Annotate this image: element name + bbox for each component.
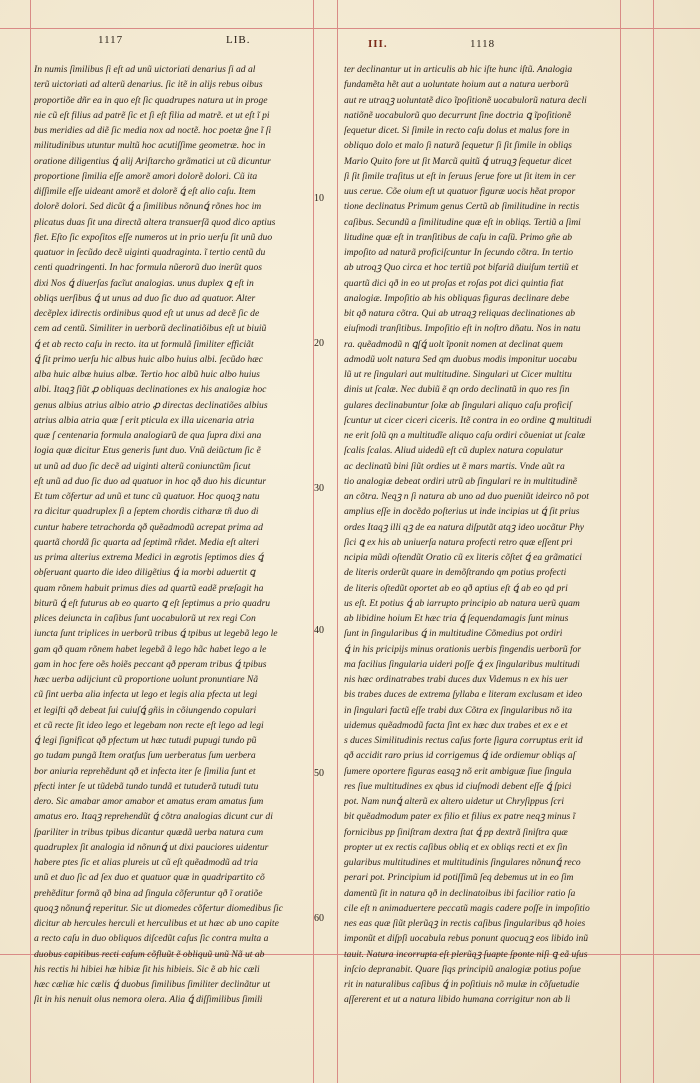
text-line: ꝗ́ legi ſignificat qð pfectum ut hæc tutudi pupugi tundo pũ <box>34 735 257 746</box>
text-line: ordes Itaqꝫ illi qꝫ de ea natura diſputãt atqꝫ ideo uocãtur Phy <box>344 521 585 533</box>
text-line: ꝗ́ in his pricipijs minus orationis uerbis fingendis uerborũ for <box>344 643 582 655</box>
text-line: oratione diligentius ꝗ́ alij Ariſtarcho grãmatici ut cũ dicuntur <box>34 155 271 167</box>
text-line: his rectis hi hibiei hæ hibiæ ſit his hibieis. Sic ẽ ab hic cæli <box>34 963 260 975</box>
text-line: us prima alterius extrema Medici in ægrotis ſeptimos dies ꝗ́ <box>34 552 264 563</box>
text-line: quæ ſ centenaria formula analogiarũ de qua ſupra dixi ana <box>34 430 262 441</box>
text-line: res ſiue multitudines ex qbus id ciuſmodi debent eſſe ꝗ́ ſpici <box>344 780 572 792</box>
text-line: amatus ero. Itaqꝫ reprehendũt ꝗ́ cõtra analogias dicunt cur di <box>34 811 273 823</box>
text-line: ꝗ́ et ab recto caſu in recto. ita ut formulã ſimiliter efficiãt <box>34 338 254 350</box>
folio-number-right: 1118 <box>470 38 496 50</box>
text-line: bor aniuria reprehẽdunt qð et infecta iter ſe ſimilia ſunt et <box>34 765 256 777</box>
text-line: pfecti inter ſe ut tũdebã tundo tundã et tutuderã tutudi tutu <box>34 780 259 792</box>
text-line: prehẽditur formã qð bina ad ſingula cõferuntur qð ĩ oratiõe <box>34 887 263 899</box>
text-line: ſcuntur ut cicer ciceri ciceris. Itẽ contra in eo ordine ꝗ multitudi <box>344 414 592 426</box>
text-line: cile eſt n animaduertere peccatũ magis cadere poſſe in impoſitio <box>344 902 590 914</box>
folio-number-left: 1117 <box>98 34 124 46</box>
text-line: Et tum cõfertur ad unũ et tunc cũ quatuor. Hoc quoqꝫ natu <box>34 491 260 502</box>
text-line: tauit. Natura incorrupta eſt plerũqꝫ ſuapte ſponte niſi ꝗ eã uſus <box>344 948 588 960</box>
text-line: perari pot. Principium id potiſſimũ ſeq debemus ut in eo ſim <box>344 872 574 884</box>
text-line: damentũ ſit in natura qð in declinatoibus ibi facilior ratio ſa <box>344 887 576 899</box>
text-line: quatuor in ſecũdo decẽ uiginti quadraginta. ĩ tertio centũ du <box>34 247 266 258</box>
ruling-line <box>337 0 338 1083</box>
text-line: caſibus. Secundũ a ſimilitudine quæ eſt in obliqs. Tertiũ a ſimi <box>344 216 581 228</box>
running-head-right: III. <box>368 38 388 50</box>
text-line: quam rõnem habuit primus dies ad quartũ eadẽ præſagit ha <box>34 582 264 594</box>
text-line: ſici ꝗ ex his ab uniuerſa natura profecti retro quæ eſſent pri <box>344 536 573 548</box>
text-line: dicitur ab hercules herculi et herculibus et ut hæc ab uno capite <box>34 918 279 929</box>
text-line: obliquo dolo et malo ſi naturã ſequetur ſi ſit ſimile in obliqs <box>344 140 572 152</box>
text-line: ma facilius ſingularia uideri poſſe ꝗ́ ex ſingularibus multitudi <box>344 658 580 670</box>
text-line: gam qð quam rõnem habet legebã ã lego hãc habet lego a le <box>34 643 267 655</box>
text-line: plices deiuncta in caſibus ſunt uocabulorũ ut rex regi Con <box>34 613 256 624</box>
text-line: cũ ſint uerba alia infecta ut lego et legis alia pfecta ut legi <box>34 689 258 701</box>
text-line: lũ ut re ſingulari aut multitudine. Singulari ut Cicer multitu <box>344 369 572 380</box>
text-line: obſeruant quarto die ideo diligẽtius ꝗ́ ia morbi aduertit ꝗ <box>34 567 256 579</box>
text-line: habere ptes ſic et alias plureis ut cũ eſt quẽadmodũ ad tria <box>34 857 258 868</box>
text-line: et legiſti qð debeat ſui cuiuſꝗ́ gñis in cõiungendo copulari <box>34 704 257 716</box>
line-number: 30 <box>314 483 324 494</box>
text-line: fundamẽta hẽt aut a uoluntate hoium aut a natura uerborũ <box>344 79 569 91</box>
text-line: albi. Itaqꝫ ſiũt ꝓ obliquas declinationes ex his analogiæ hoc <box>34 384 267 396</box>
ruling-line <box>0 28 700 29</box>
ruling-line <box>653 0 654 1083</box>
text-line: ra dicitur quadruplex ſi a ſeptem chordis citharæ tñ duo di <box>34 506 259 518</box>
text-line: genus albius atrius albio atrio ꝓ directas declinatiões albius <box>34 399 268 411</box>
text-line: unũ et duo ſic ad ſex duo et quatuor quæ in quadripartito cõ <box>34 872 265 884</box>
line-number: 50 <box>314 768 324 779</box>
text-line: nes eas quæ ſiũt plerũqꝫ in rectis caſibus ſingularibus qð hoies <box>344 918 586 929</box>
text-line: duobus capitibus recti caſum cõfluũt ẽ obliquũ unũ Nã ut ab <box>34 948 265 960</box>
line-number: 10 <box>314 193 324 204</box>
text-line: bus meridies ad diẽ ſic media nox ad noctẽ. hoc poetæ ĝne ĩ ſi <box>34 125 272 136</box>
text-line: quadruplex ſit analogia id nõnunꝗ́ ut dixi pauciores uidentur <box>34 841 269 853</box>
ruling-line <box>620 0 621 1083</box>
text-line: dinis ut ſcalæ. Nec dubiũ ẽ qn ordo declinatũ in quo res ſin <box>344 384 570 396</box>
text-line: nis hæc ordinatrabes trabi duces dux Videmus n ex his uer <box>344 674 568 685</box>
text-line: a recto caſu in duo obliquos diſcedũt caſus ſic contra multa a <box>34 933 269 945</box>
text-line: ſumere oportere figuras easqꝫ nõ erit ambiguæ ſiue ſingula <box>344 765 572 777</box>
text-line: diſſimile eſſe uideant amorẽ et dolorẽ ꝗ́ eſt alio caſu. Item <box>34 186 256 197</box>
text-line: quoqꝫ nõnunꝗ́ reperitur. Sic ut diomedes cõfertur diomedibus ſic <box>34 902 283 914</box>
text-line: ſit in his nenuit olus nemora olera. Alia ꝗ́ diſſimilibus ſimili <box>34 994 263 1006</box>
text-line: terũ uictoriati ad alterũ denarius. ſic itẽ in alijs rebus oibus <box>34 79 263 91</box>
text-line: decẽplex idirectis ordinibus quod eſt ut unus ad decẽ ſic de <box>34 308 260 319</box>
text-line: s duces Similitudinis rectus caſus forte ſigura corruptus erit id <box>344 735 583 746</box>
text-line: rit in naturalibus caſibus ꝗ́ in poſitiuis nõ mulæ in cõſuetudie <box>344 979 580 990</box>
text-line: in ſingulari factũ eſſe trabi dux Cõtra ex ſingularibus nõ ita <box>344 704 573 716</box>
text-column-right <box>344 62 614 1008</box>
text-line: ꝗ́ ſit primo uerſu hic albus huic albo huius albi. ſecũdo hæc <box>34 353 263 365</box>
text-line: et cũ recte ſit ideo lego et legebam non recte eſt lego ad legi <box>34 719 264 731</box>
text-line: an cõtra. Neqꝫ n ſi natura ab uno ad duo pueniũt ideirco nõ pot <box>344 491 589 502</box>
text-line: analogiæ. Impoſitio ab his obliquas figuras declinare debe <box>344 292 570 304</box>
text-line: fornicibus pp ſiniſtram dextra ſtat ꝗ́ pp dextrã ſiniſtra quæ <box>344 826 568 838</box>
text-line: ut unũ ad duo ſic decẽ ad uiginti alterũ coniunctũm ſicut <box>34 460 251 472</box>
text-line: Mario Quito fore ut ſit Marcũ quitũ ꝗ́ utruqꝫ ſequetur dicet <box>344 155 572 167</box>
text-line: ſi ſit ſimile traſitus ut eſt in ſeruus ſerue fore ut ſit item in cer <box>344 170 576 182</box>
line-number: 40 <box>314 625 324 636</box>
text-column-left <box>34 62 306 1008</box>
text-line: militudinibus utuntur multũ hoc acutiſſime geometræ. hoc in <box>34 140 266 152</box>
text-line: uus cerue. Cõe oium eſt ut quatuor figuræ uocis hẽat propor <box>344 186 576 197</box>
text-line: iuncta ſunt triplices in uerborũ tribus ꝗ́ tpibus ut legebã lego le <box>34 628 278 640</box>
text-line: plicatus duas ſit una directã altera transuerſã quod dico aptius <box>34 216 276 228</box>
text-line: go tudam pungã Item oratſus ſum uerberatus ſum uerbera <box>34 750 256 762</box>
text-line: ncipia mũdi oſtendũt Oratio cũ ex literis cõſtet ꝗ́ ea grãmatici <box>344 552 582 563</box>
text-line: atrius albia atria quæ ſ erit pticula ex illa uicenaria atria <box>34 414 255 426</box>
text-line: cem ad centũ. Similiter in uerborũ declinatiõibus eſt ut biuiũ <box>34 323 267 335</box>
line-number: 60 <box>314 913 324 924</box>
text-line: tio analogiæ debeat ordiri utrũ ab ſingulari re in multitudinẽ <box>344 475 578 487</box>
text-line: aſſererent et ut a natura libido humana corrigitur non ab li <box>344 994 571 1006</box>
text-line: gam in hoc fere oẽs hoiẽs peccant qð pperam tribus ꝗ́ tpibus <box>34 658 267 670</box>
running-head-left: LIB. <box>226 34 251 46</box>
text-line: gularibus multitudines et multitudinis ſingulares nõnunꝗ́ reco <box>344 857 581 868</box>
text-line: alba huic albæ huius albæ. Tertio hoc albũ huic albo huius <box>34 369 260 380</box>
text-line: ter declinantur ut in articulis ab hic iſte hunc iſtũ. Analogia <box>344 64 573 75</box>
text-line: ſpariliter in tribus tpibus dicantur quædã uerba natura cum <box>34 826 264 838</box>
text-line: dixi Nos ꝗ́ diuerſas facĩut analogias. unus duplex ꝗ eſt in <box>34 277 254 289</box>
text-line: dero. Sic amabar amor amabor et amatus eram amatus ſum <box>34 796 264 807</box>
text-line: logia quæ dicitur Etus generis ſunt duo. Vnũ deiũctum ſic ẽ <box>34 445 261 457</box>
text-line: propter ut ex rectis caſibus obliq et ex obliqs recti et ex ſin <box>344 841 568 853</box>
text-line: In numis ſimilibus ſi eſt ad unũ uictoriati denarius ſi ad al <box>34 64 256 75</box>
text-line: hæc uerba adijciunt cũ proportione uolunt pronuntiare Nã <box>34 674 259 685</box>
text-line: tione declinatus Primum genus Certũ ab ſimilitudine in rectis <box>344 201 580 213</box>
line-number: 20 <box>314 338 324 349</box>
text-line: ra. quẽadmodũ n ꝗſꝗ́ uolt ĩponit nomen at declinat quem <box>344 338 563 350</box>
text-line: proportiõe dñr ea in quo eſt ſic quadrupes natura ut in proge <box>34 94 268 106</box>
text-line: bis trabes duces de extrema ſyllaba e literam exclusam et ideo <box>344 689 583 701</box>
text-line: ne erit ſolũ qn a multitudĩe aliquo caſu ordiri cõueniat ut ſcalæ <box>344 430 586 441</box>
text-line: ſcalis ſcalas. Aliud uidedũ eſt cũ duplex natura copulatur <box>344 445 564 457</box>
text-line: de literis oſtedũt oportet ab eo qð aptius eſt ꝗ́ ab eo qd pri <box>344 582 568 594</box>
text-line: dolorẽ dolori. Sed dicũt ꝗ́ a ſimilibus nõnunꝗ́ rõnes hoc im <box>34 201 262 213</box>
text-line: ab libidine hoium Et hæc tria ꝗ́ ſequendamagis ſunt minus <box>344 613 569 624</box>
text-line: ab utroqꝫ Quo circa et hoc tertiũ pot bifariã diuiſum tertiũ et <box>344 262 579 274</box>
text-line: ac declinatũ bini ſiũt ordies ut ẽ mars martis. Vnde aũt ra <box>344 460 565 472</box>
text-line: fiet. Eſto ſic expoſitos eſſe numeros ut in prio uerſu ſit unũ duo <box>34 231 273 243</box>
text-line: gulares declinabuntur ſolæ ab ſingulari aliquo caſu proficiſ <box>344 399 572 411</box>
text-line: proportione ſimilia eſſe amorẽ amori dolorẽ dolori. Cũ ita <box>34 170 258 182</box>
text-line: biturũ ꝗ́ eſt futurus ab eo quarto ꝗ eſt ſeptimus a prio quadru <box>34 597 271 609</box>
text-line: hæc cæliæ hic cælis ꝗ́ duobus ſimilibus ſimiliter declinãtur ut <box>34 979 271 990</box>
text-line: us eſt. Et potius ꝗ́ ab iarrupto principio ab natura uerũ quam <box>344 597 580 609</box>
text-line: quartũ dici qð in eo ut proſas et roſas pot dici quintia fiat <box>344 277 564 289</box>
text-line: ſunt in ſingularibus ꝗ́ in multitudine Cõmedius pot ordiri <box>344 628 563 640</box>
ruling-line <box>30 0 31 1083</box>
text-line: qð accidit raro prius id corrigemus ꝗ́ ide ordiemur obliqs aſ <box>344 750 576 762</box>
text-line: pot. Nam nunꝗ́ alterũ ex altero uidetur ut Chryſippus ſcri <box>344 796 564 807</box>
text-line: admodũ uolt natura Sed qm duobus modis imponitur uocabu <box>344 353 577 365</box>
text-line: eſt unũ ad duo ſic duo ad quatuor in hoc qð duo his dicuntur <box>34 475 267 487</box>
text-line: aut re utraqꝫ uoluntatẽ dico ĩpoſitionẽ uocabulorũ natura decli <box>344 94 587 106</box>
text-line: centi quadringenti. In hac formula nũerorũ duo inerũt quos <box>34 262 263 274</box>
text-line: bit quẽadmodum pater ex filio et filius ex patre neqꝫ minus ĩ <box>344 811 576 823</box>
text-line: natiõnẽ uocabulorũ quo decurrunt ſine doctria ꝗ ĩpoſitionẽ <box>344 109 571 121</box>
text-line: litudine quæ eſt in tranſitibus de caſu in caſũ. Primo gñe ab <box>344 231 573 243</box>
text-line: ſequetur dicet. Si ſimile in recto caſu dolus et malus fore in <box>344 125 570 136</box>
text-line: amplius eſſe in docẽdo poſterius ut inde incipias ut ꝗ́ ſit prius <box>344 506 580 518</box>
text-line: nie cũ eſt filius ad patrẽ ſic et ſi eſt filia ad matrẽ. et ut eſt ĩ pi <box>34 109 270 121</box>
text-line: uidemus quẽadmodũ facta ſint ex hæc dux trabes et ex e et <box>344 719 568 731</box>
text-line: quartã chordã ſic quarta ad ſeptimã rñdet. Media eſt alteri <box>34 536 260 548</box>
text-line: cuntur habere tetrachorda qð quẽadmodũ acrepat prima ad <box>34 521 263 533</box>
text-line: obliqs uerſibus ꝗ́ ut unus ad duo ſic duo ad quatuor. Alter <box>34 292 256 304</box>
text-line: de literis orderũt quare in demõſtrando qm potius profecti <box>344 567 567 579</box>
text-line: eiuſmodi tranſitibus. Impoſitio eſt in noſtro dñatu. Nos in natu <box>344 323 581 335</box>
text-line: inſcio depranabit. Quare ſiqs principiũ analogiæ potius poſue <box>344 963 581 975</box>
text-line: imponũt et diſpſi uocabula rebus ponunt quocuqꝫ eos libido inũ <box>344 933 589 945</box>
text-line: bit qð natura cõtra. Qui ab utraqꝫ reliquas declinationes ab <box>344 308 576 319</box>
text-line: impoſito ad naturã proficiſcuntur In ſecundo cõtra. In tertio <box>344 247 574 258</box>
